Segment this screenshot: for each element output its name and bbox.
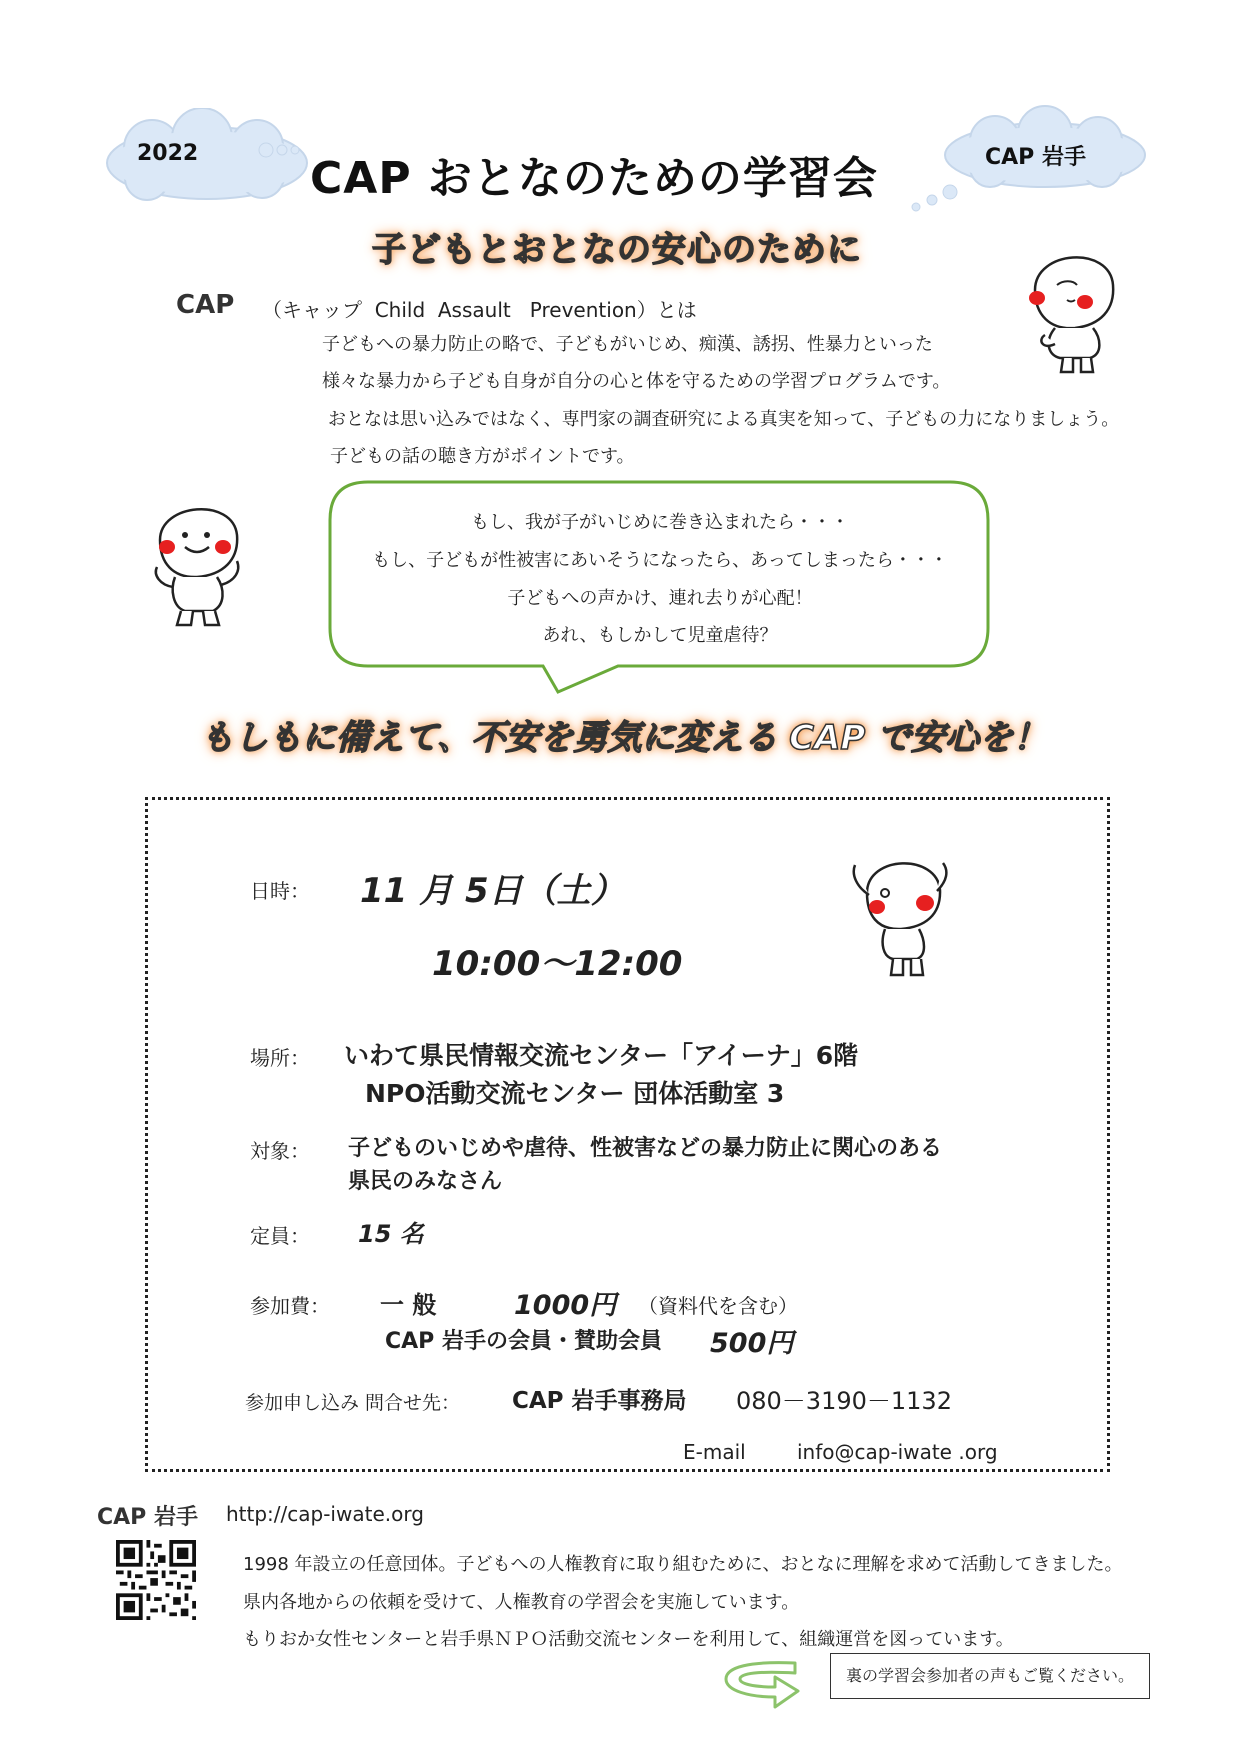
bubble-line-4: あれ、もしかして児童虐待？: [542, 625, 778, 646]
back-page-note: 裏の学習会参加者の声もご覧ください。: [830, 1653, 1150, 1699]
subtitle: 子どもとおとなの安心のために: [372, 230, 862, 270]
place-line-2: NPO活動交流センター 団体活動室 3: [365, 1079, 785, 1108]
fee-member-label: CAP 岩手の会員・賛助会員: [385, 1329, 662, 1354]
footer-line-3: もりおか女性センターと岩手県ＮＰＯ活動交流センターを利用して、組織運営を図っています。: [243, 1629, 1014, 1650]
qr-code-icon[interactable]: [116, 1540, 196, 1620]
cap-heading: CAP: [176, 290, 235, 320]
footer-line-1: 1998 年設立の任意団体。子どもへの人権教育に取り組むために、おとなに理解を求めて活動してきました。: [243, 1554, 1123, 1575]
intro-line-4: 子どもの話の聴き方がポイントです。: [330, 446, 635, 467]
fee-general-value: 1000円: [514, 1290, 617, 1321]
date-label: 日時：: [250, 879, 310, 903]
place-line-1: いわて県民情報交流センター「アイーナ」6階: [344, 1041, 859, 1070]
contact-org: CAP 岩手事務局: [512, 1388, 687, 1414]
thought-dots-right: [890, 180, 960, 220]
cap-definition: （キャップ Child Assault Prevention）とは: [262, 298, 697, 322]
time-value: 10:00～12:00: [432, 944, 683, 984]
intro-line-3: おとなは思い込みではなく、専門家の調査研究による真実を知って、子どもの力になりましょう。: [328, 409, 1120, 430]
intro-line-2: 様々な暴力から子ども自身が自分の心と体を守るための学習プログラムです。: [322, 371, 951, 392]
date-value: 11 月 5日（土）: [360, 871, 625, 911]
intro-line-1: 子どもへの暴力防止の略で、子どもがいじめ、痴漢、誘拐、性暴力といった: [322, 334, 933, 355]
place-label: 場所：: [250, 1046, 310, 1070]
mascot-raising-hands-icon: [845, 845, 955, 980]
email-value[interactable]: info@cap-iwate .org: [797, 1440, 998, 1464]
fee-general-note: （資料代を含む）: [638, 1294, 798, 1318]
footer-line-2: 県内各地からの依頼を受けて、人権教育の学習会を実施しています。: [243, 1592, 800, 1613]
org-cloud-label: CAP 岩手: [985, 145, 1086, 170]
email-label: E-mail: [683, 1440, 746, 1464]
bubble-line-1: もし、我が子がいじめに巻き込まれたら・・・: [471, 512, 849, 533]
target-line-1: 子どものいじめや虐待、性被害などの暴力防止に関心のある: [348, 1136, 943, 1161]
contact-phone: 080－3190－1132: [736, 1387, 952, 1415]
target-label: 対象：: [250, 1139, 310, 1163]
page-title: CAP おとなのための学習会: [310, 153, 878, 204]
bubble-line-2: もし、子どもが性被害にあいそうになったら、あってしまったら・・・: [372, 550, 948, 571]
bubble-line-3: 子どもへの声かけ、連れ去りが心配！: [507, 588, 813, 609]
contact-label: 参加申し込み 問合せ先：: [245, 1392, 461, 1414]
capacity-value: 15 名: [358, 1220, 424, 1248]
fee-member-value: 500円: [710, 1328, 794, 1359]
thought-dots-left: [258, 140, 308, 160]
mascot-thinking-icon: [1015, 240, 1125, 375]
slogan: もしもに備えて、不安を勇気に変える CAP で安心を！: [200, 718, 1048, 758]
capacity-label: 定員：: [250, 1224, 310, 1248]
fee-general-label: 一 般: [380, 1291, 437, 1319]
target-line-2: 県民のみなさん: [348, 1169, 503, 1194]
footer-url-link[interactable]: http://cap-iwate.org: [226, 1502, 424, 1526]
fee-label: 参加費：: [250, 1294, 330, 1318]
turn-page-arrow-icon: [720, 1655, 810, 1710]
footer-brand: CAP 岩手: [97, 1505, 198, 1530]
year-label: 2022: [137, 141, 199, 166]
mascot-cheering-icon: [145, 495, 255, 630]
